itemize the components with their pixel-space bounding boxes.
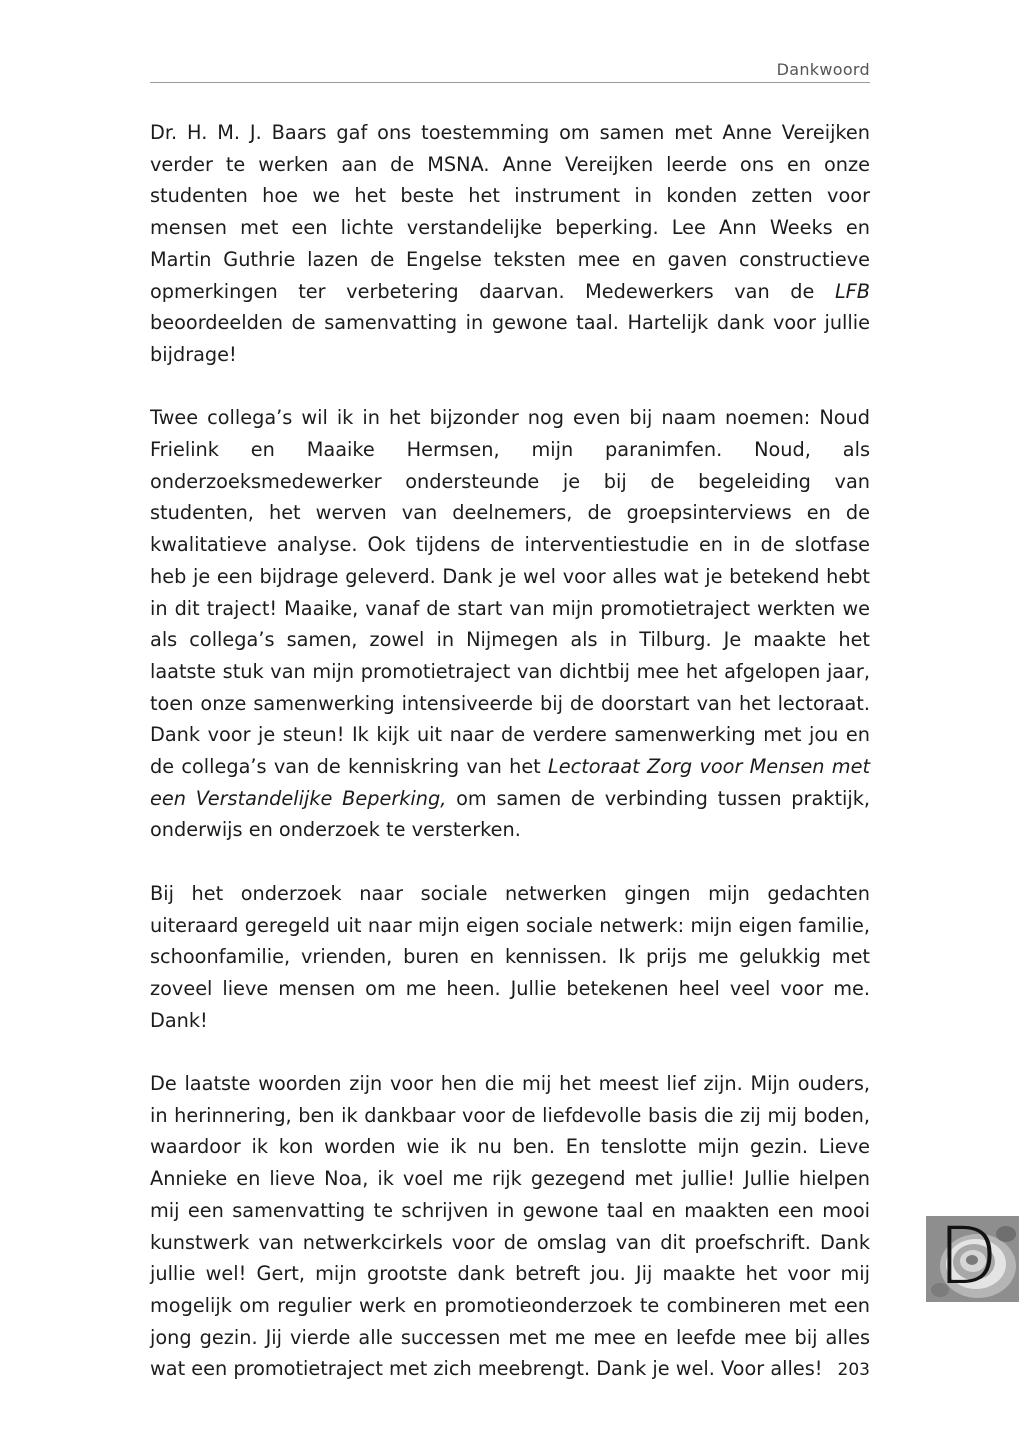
paragraph-1 <box>150 117 870 371</box>
paragraph-text: Bij het onderzoek naar sociale netwerken gingen mijn gedachten uiteraard geregeld uit naar mijn eigen sociale netwerk: mijn eigen familie, schoonfamilie, vrienden, buren en kennissen. Ik prijs me gelukkig met zoveel lieve mensen om me heen. Jullie betekenen heel veel voor me. Dank! <box>150 881 870 1032</box>
paragraph-2 <box>150 402 870 846</box>
paragraph-text: De laatste woorden zijn voor hen die mij het meest lief zijn. Mijn ouders, in herinnering, ben ik dankbaar voor de liefdevolle basis die zij mij boden, waardoor ik kon worden wie ik nu ben. En tenslotte mijn gezin. Lieve Annieke en lieve Noa, ik voel me rijk gezegend met jullie! Jullie hielpen mij een samenvatting te schrijven in gewone taal en maakten een mooi kunstwerk van netwerkcirkels voor de omslag van dit proefschrift. Dank jullie wel! Gert, mijn grootste dank betreft jou. Jij maakte het voor mij mogelijk om regulier werk en promotieonderzoek te combineren met een jong gezin. Jij vierde alle successen met me mee en leefde mee bij alles wat een promotietraject met zich meebrengt. Dank je wel. Voor alles! <box>150 1072 870 1381</box>
italic-term: LFB <box>834 279 870 303</box>
running-title: Dankwoord <box>776 60 870 79</box>
paragraph-4 <box>150 1068 870 1385</box>
paragraph-text: Twee collega’s wil ik in het bijzonder nog even bij naam noemen: Noud Frielink en Maaike Hermsen, mijn paranimfen. Noud, als onderzoeksmedewerker ondersteunde je bij de begeleiding van studenten, het werven van deelnemers, de groepsinterviews en de kwalitatieve analyse. Ook tijdens de interventiestudie en in de slotfase heb je een bijdrage geleverd. Dank je wel voor alles wat je betekend hebt in dit traject! Maaike, vanaf de start van mijn promotietraject werkten we als collega’s samen, zowel in Nijmegen als in Tilburg. Je maakte het laatste stuk van mijn promotietraject van dichtbij mee het afgelopen jaar, toen onze samenwerking intensiveerde bij de doorstart van het lectoraat. Dank voor je steun! Ik kijk uit naar de verdere samenwerking met jou en de collega’s van de kenniskring van het <box>150 406 870 779</box>
italic-term: Lectoraat Zorg voor Mensen met een Verstandelijke Beperking, <box>150 755 871 810</box>
body-text <box>150 117 870 1385</box>
chapter-letter: D <box>938 1216 999 1302</box>
paragraph-text: om samen de verbinding tussen praktijk, onderwijs en onderzoek te versterken. <box>150 786 871 842</box>
running-header <box>150 58 870 83</box>
paragraph-text: beoordeelden de samenvatting in gewone taal. Hartelijk dank voor jullie bijdrage! <box>150 311 870 366</box>
chapter-tab <box>926 1216 1019 1302</box>
paragraph-3 <box>150 878 870 1037</box>
paragraph-text: Dr. H. M. J. Baars gaf ons toestemming om samen met Anne Vereijken verder te werken aan de MSNA. Anne Vereijken leerde ons en onze studenten hoe we het beste het instrument in konden zetten voor mensen met een lichte verstandelijke beperking. Lee Ann Weeks en Martin Guthrie lazen de Engelse teksten mee en gaven constructieve opmerkingen ter verbetering daarvan. Medewerkers van de <box>150 121 870 303</box>
page-number: 203 <box>837 1360 870 1380</box>
